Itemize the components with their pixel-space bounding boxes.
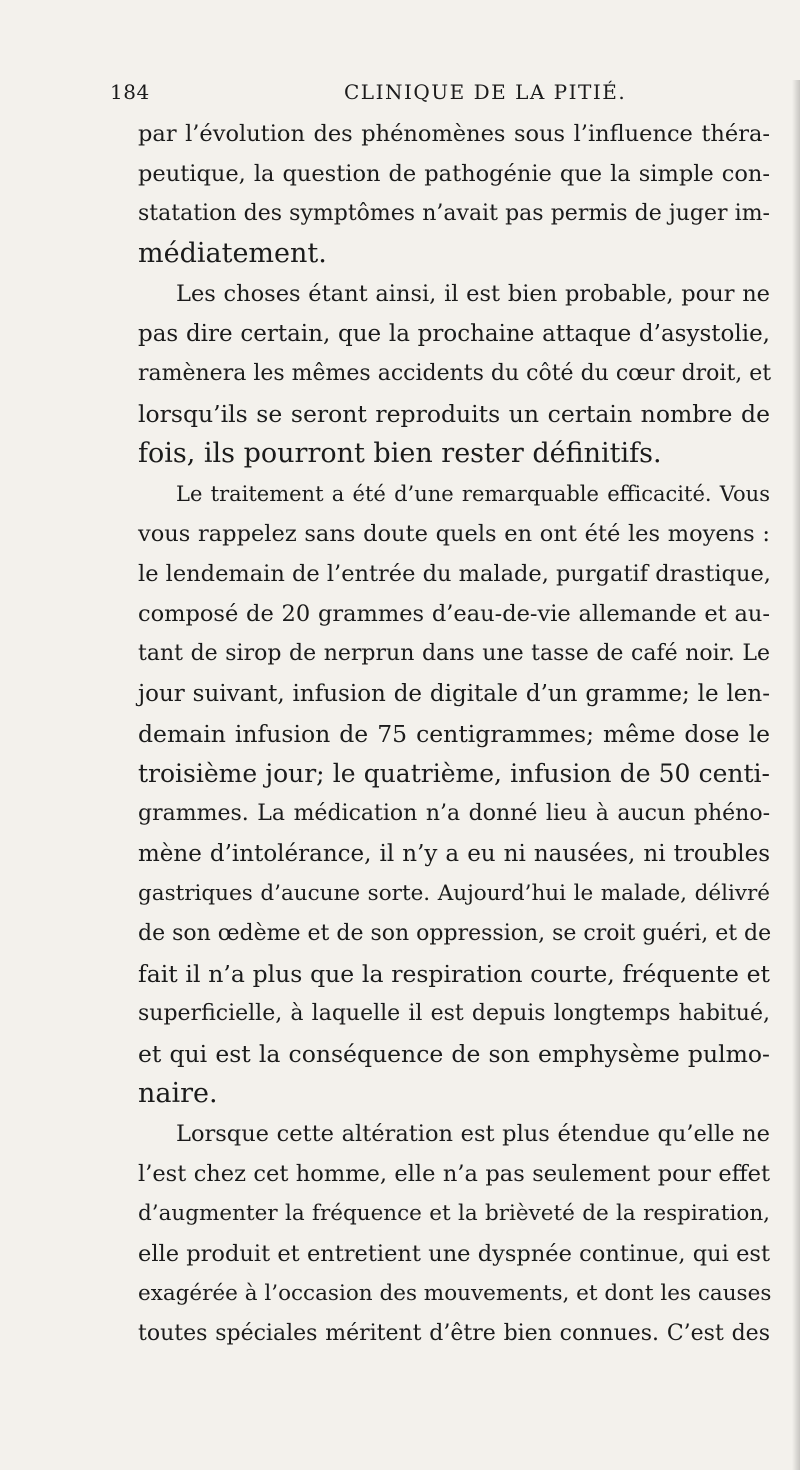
text-line: superficielle, à laquelle il est depuis longtemps habitué,	[138, 1001, 770, 1026]
text-line: jour suivant, infusion de digitale d’un gramme; le len-	[138, 681, 770, 707]
text-line: l’est chez cet homme, elle n’a pas seulement pour effet	[138, 1161, 770, 1187]
text-line: demain infusion de 75 centigrammes; même dose le	[138, 720, 770, 748]
text-line: elle produit et entretient une dyspnée continue, qui est	[138, 1241, 770, 1267]
text-line: naire.	[138, 1078, 218, 1109]
paragraph-start-line: Le traitement a été d’une remarquable efficacité. Vous	[176, 482, 770, 506]
text-line: gastriques d’aucune sorte. Aujourd’hui le malade, délivré	[138, 881, 770, 906]
text-line: exagérée à l’occasion des mouvements, et dont les causes	[138, 1281, 772, 1306]
paragraph-start-line: Lorsque cette altération est plus étendue qu’elle ne	[176, 1121, 770, 1147]
paragraph-start-line: Les choses étant ainsi, il est bien probable, pour ne	[176, 281, 770, 307]
page-number: 184	[110, 80, 150, 104]
text-line: toutes spéciales méritent d’être bien connues. C’est des	[138, 1321, 770, 1346]
text-line: composé de 20 grammes d’eau-de-vie allemande et au-	[138, 601, 770, 627]
body-text	[138, 114, 770, 1354]
text-line: et qui est la conséquence de son emphysème pulmo-	[138, 1040, 770, 1068]
text-line: médiatement.	[138, 238, 327, 269]
text-line: fait il n’a plus que la respiration courte, fréquente et	[138, 960, 770, 988]
text-line: tant de sirop de nerprun dans une tasse de café noir. Le	[138, 641, 770, 666]
text-line: de son œdème et de son oppression, se croit guéri, et de	[138, 921, 772, 946]
text-line: mène d’intolérance, il n’y a eu ni nausées, ni troubles	[138, 841, 770, 867]
text-line: peutique, la question de pathogénie que la simple con-	[138, 161, 770, 187]
text-line: vous rappelez sans doute quels en ont été les moyens :	[138, 521, 770, 547]
page-header	[110, 80, 750, 110]
text-line: par l’évolution des phénomènes sous l’influence théra-	[138, 121, 770, 147]
text-line: statation des symptômes n’avait pas permis de juger im-	[138, 201, 770, 226]
page-edge-shadow	[792, 80, 800, 1470]
text-line: le lendemain de l’entrée du malade, purgatif drastique,	[138, 561, 771, 587]
text-line: troisième jour; le quatrième, infusion de 50 centi-	[138, 759, 770, 788]
text-line: fois, ils pourront bien rester définitifs.	[138, 438, 662, 469]
text-line: lorsqu’ils se seront reproduits un certain nombre de	[138, 400, 770, 428]
text-line: grammes. La médication n’a donné lieu à aucun phéno-	[138, 801, 770, 826]
text-line: d’augmenter la fréquence et la brièveté de la respiration,	[138, 1201, 770, 1226]
text-line: pas dire certain, que la prochaine attaque d’asystolie,	[138, 321, 770, 347]
text-line: ramènera les mêmes accidents du côté du cœur droit, et	[138, 361, 772, 386]
running-title: CLINIQUE DE LA PITIÉ.	[344, 80, 627, 104]
